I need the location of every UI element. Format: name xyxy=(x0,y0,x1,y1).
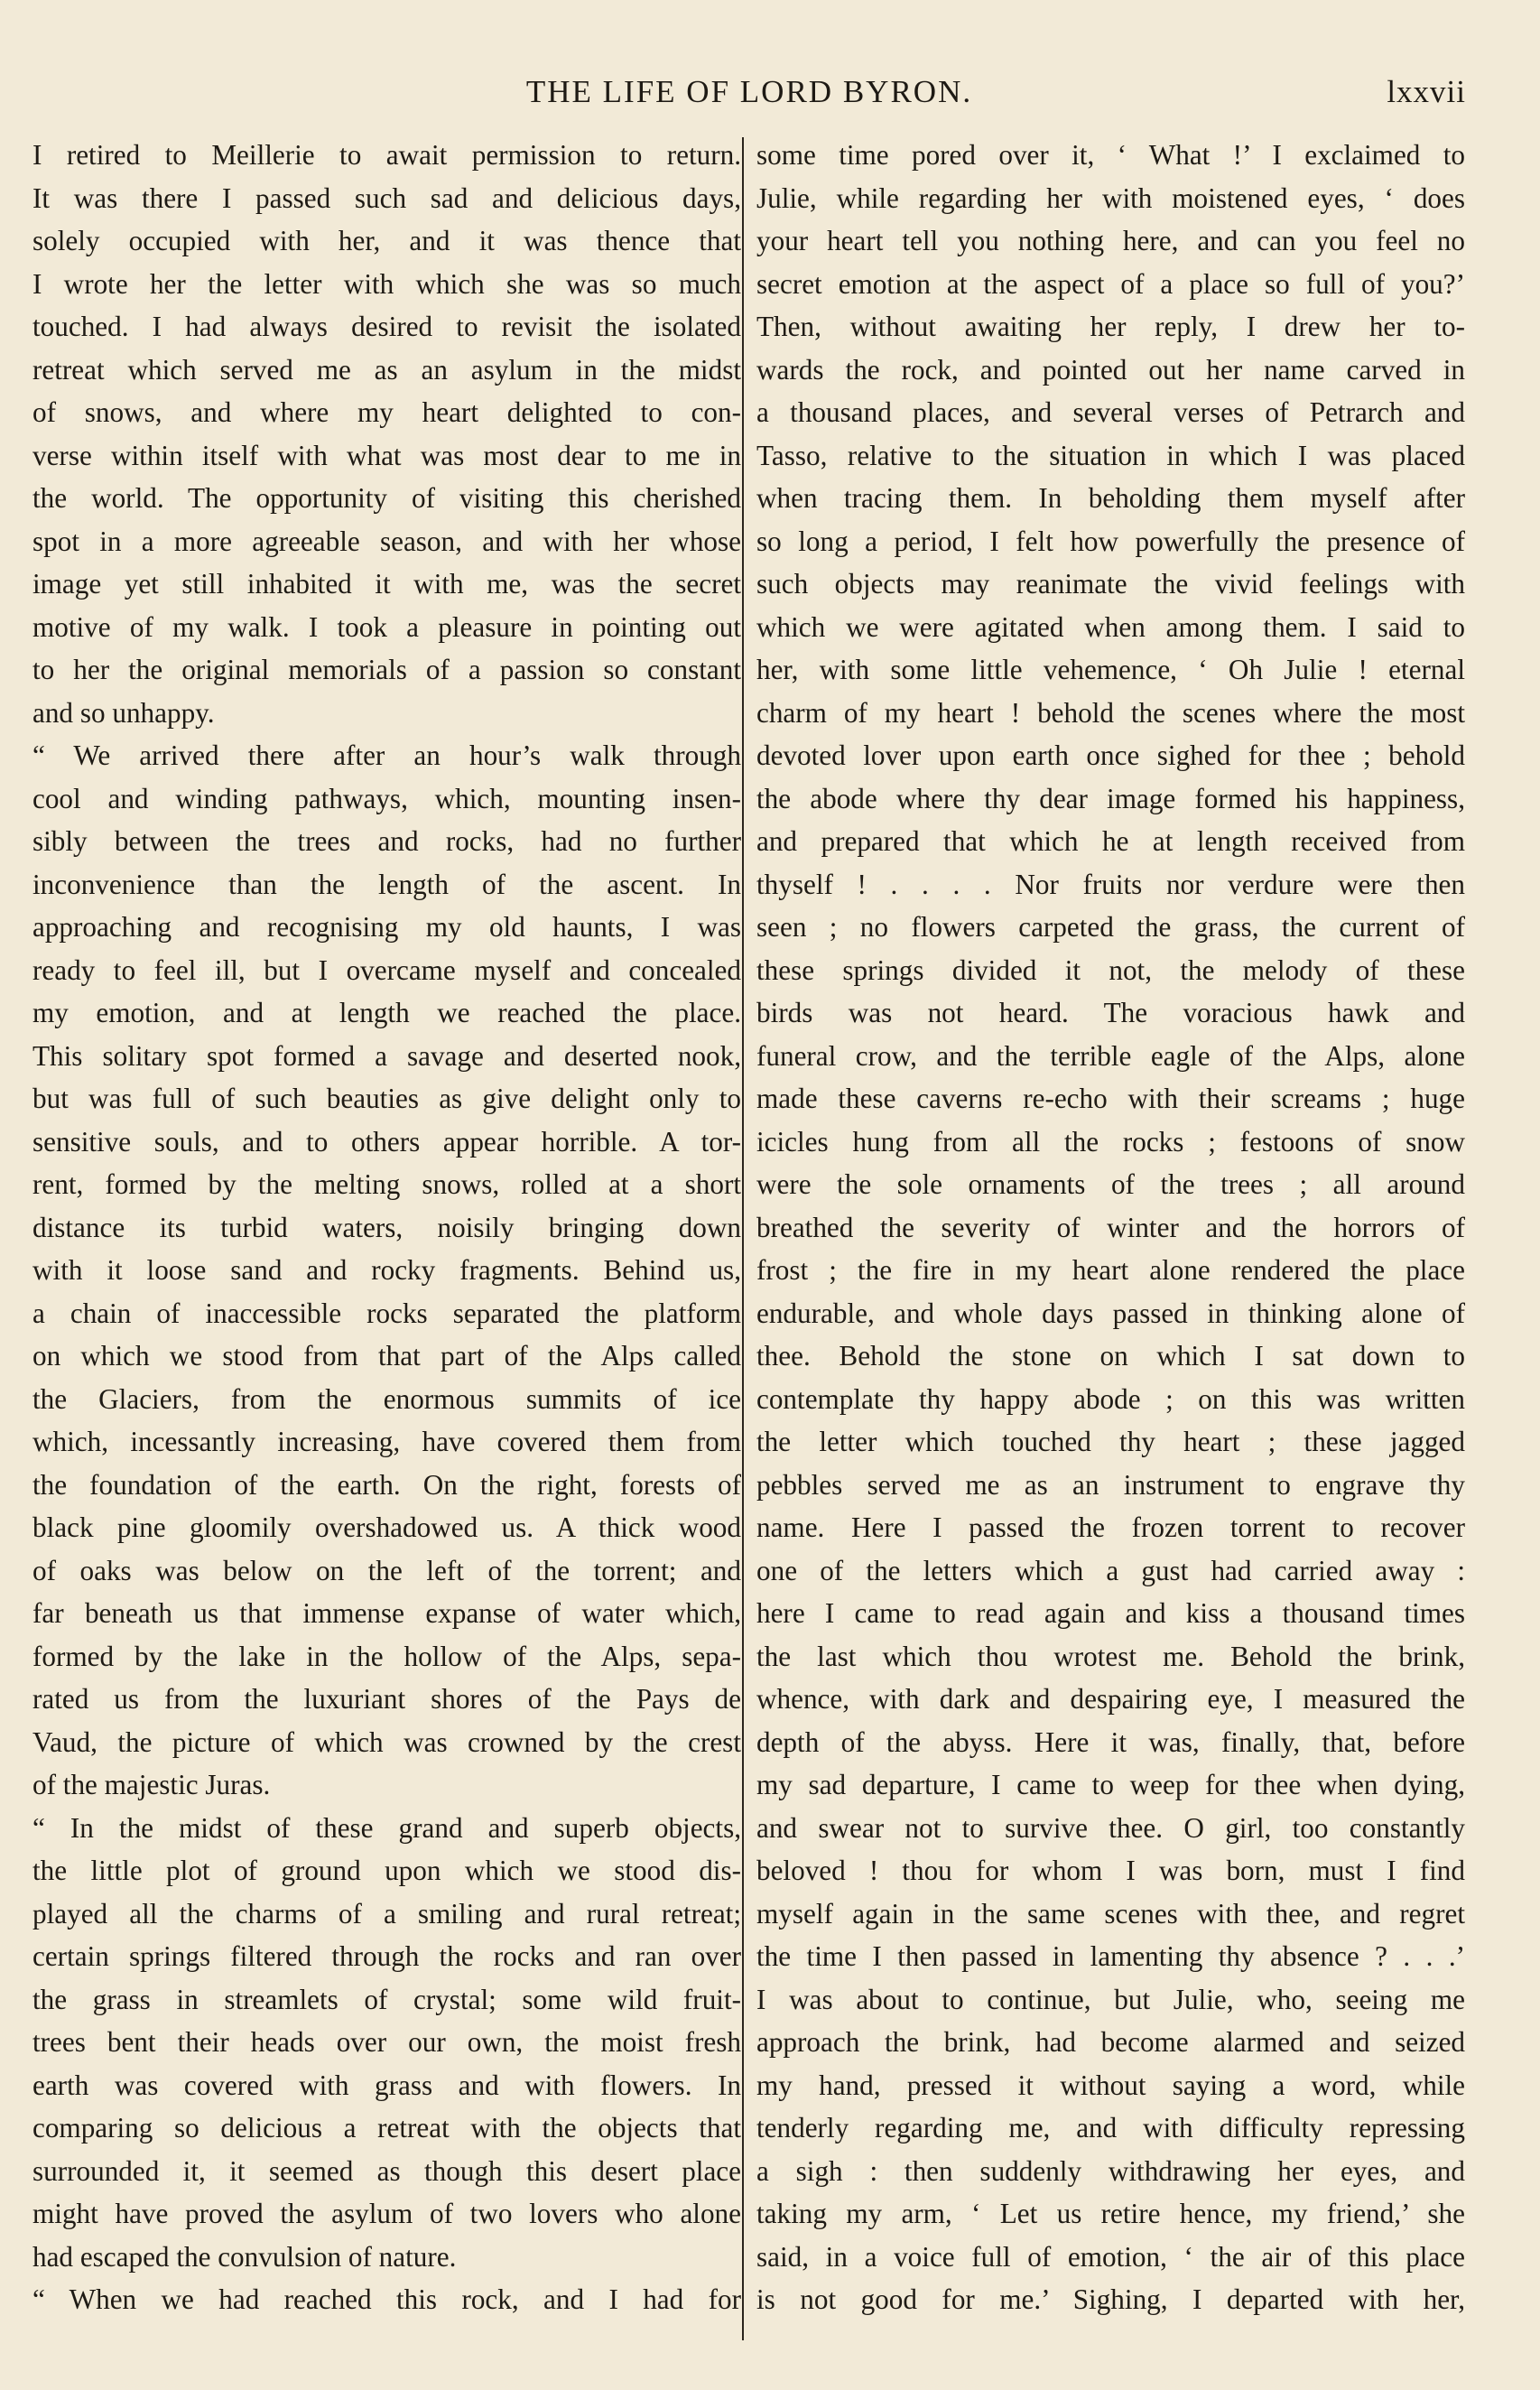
text-line: and prepared that which he at length received from xyxy=(756,825,1465,857)
text-line: name. Here I passed the frozen torrent to recover xyxy=(756,1511,1465,1543)
text-line: beloved ! thou for whom I was born, must I find xyxy=(756,1855,1465,1886)
text-line: depth of the abyss. Here it was, finally, that, before xyxy=(756,1725,1465,1758)
text-line: is not good for me.’ Sighing, I departed with her, xyxy=(756,2283,1465,2315)
text-line: distance its turbid waters, noisily bringing down xyxy=(32,1211,741,1243)
text-line: the Glaciers, from the enormous summits of ice xyxy=(32,1382,741,1415)
text-line: a chain of inaccessible rocks separated the platform xyxy=(32,1297,741,1329)
text-line: certain springs filtered through the rocks and ran over xyxy=(32,1940,741,1972)
text-line: the grass in streamlets of crystal; some wild fruit- xyxy=(32,1983,741,2015)
text-line: This solitary spot formed a savage and deserted nook, xyxy=(32,1039,741,1072)
text-line: retreat which served me as an asylum in the midst xyxy=(32,353,741,386)
text-line: I wrote her the letter with which she was so much xyxy=(32,267,741,300)
text-line: my hand, pressed it without saying a word, while xyxy=(756,2069,1465,2101)
text-line: on which we stood from that part of the Alps called xyxy=(32,1340,741,1372)
text-line: a sigh : then suddenly withdrawing her eyes, and xyxy=(756,2154,1465,2187)
text-line: image yet still inhabited it with me, was the secret xyxy=(32,568,741,600)
text-line: approach the brink, had become alarmed and seized xyxy=(756,2026,1465,2058)
text-line: cool and winding pathways, which, mounting insen- xyxy=(32,782,741,814)
text-line: verse within itself with what was most dear to me in xyxy=(32,439,741,471)
text-line: might have proved the asylum of two lovers who alone xyxy=(32,2198,741,2229)
text-line: tenderly regarding me, and with difficulty repressing xyxy=(756,2112,1465,2144)
text-line: had escaped the convulsion of nature. xyxy=(32,2240,457,2273)
text-line: of oaks was below on the left of the torrent; and xyxy=(32,1554,741,1586)
text-line: and so unhappy. xyxy=(32,696,215,729)
text-line: “ In the midst of these grand and superb objects, xyxy=(32,1811,741,1844)
running-title: THE LIFE OF LORD BYRON. xyxy=(525,74,973,109)
text-line: played all the charms of a smiling and rural retreat; xyxy=(32,1897,741,1930)
text-line: one of the letters which a gust had carried away : xyxy=(756,1554,1465,1586)
text-line: contemplate thy happy abode ; on this was written xyxy=(756,1382,1465,1415)
text-line: taking my arm, ‘ Let us retire hence, my friend,’ she xyxy=(756,2198,1465,2229)
text-line: touched. I had always desired to revisit the isolated xyxy=(32,311,741,342)
page-number: lxxvii xyxy=(1387,74,1466,109)
text-line: ready to feel ill, but I overcame myself and concealed xyxy=(32,953,741,986)
text-line: comparing so delicious a retreat with the objects that xyxy=(32,2112,741,2144)
page-header xyxy=(32,74,1466,119)
text-line: rated us from the luxuriant shores of the Pays de xyxy=(32,1683,741,1715)
text-line: “ We arrived there after an hour’s walk through xyxy=(32,739,741,771)
text-line: with it loose sand and rocky fragments. Behind us, xyxy=(32,1254,741,1286)
text-line: solely occupied with her, and it was thence that xyxy=(32,225,741,256)
text-line: frost ; the fire in my heart alone rendered the place xyxy=(756,1254,1465,1286)
text-line: rent, formed by the melting snows, rolled at a short xyxy=(32,1168,741,1200)
text-line: of snows, and where my heart delighted to con- xyxy=(32,396,741,428)
text-line: icicles hung from all the rocks ; festoons of snow xyxy=(756,1125,1465,1158)
text-line: made these caverns re-echo with their screams ; huge xyxy=(756,1083,1465,1114)
text-line: the abode where thy dear image formed his happiness, xyxy=(756,782,1465,814)
text-line: the last which thou wrotest me. Behold the brink, xyxy=(756,1640,1465,1672)
text-line: so long a period, I felt how powerfully the presence of xyxy=(756,525,1465,557)
text-line: when tracing them. In beholding them myself after xyxy=(756,482,1465,514)
left-text-column xyxy=(32,134,741,2321)
text-line: I was about to continue, but Julie, who, seeing me xyxy=(756,1983,1465,2015)
text-line: which we were agitated when among them. I said to xyxy=(756,610,1465,643)
column-divider xyxy=(742,137,744,2340)
text-line: trees bent their heads over our own, the moist fresh xyxy=(32,2026,741,2058)
text-line: her, with some little vehemence, ‘ Oh Julie ! eternal xyxy=(756,654,1465,685)
text-line: endurable, and whole days passed in thinking alone of xyxy=(756,1297,1465,1329)
text-line: earth was covered with grass and with flowers. In xyxy=(32,2069,741,2101)
text-line: some time pored over it, ‘ What !’ I exclaimed to xyxy=(756,139,1465,171)
text-line: a thousand places, and several verses of Petrarch and xyxy=(756,396,1465,428)
text-line: wards the rock, and pointed out her name carved in xyxy=(756,353,1465,386)
text-line: such objects may reanimate the vivid feelings with xyxy=(756,568,1465,600)
text-line: these springs divided it not, the melody of these xyxy=(756,953,1465,986)
text-line: which, incessantly increasing, have covered them from xyxy=(32,1426,741,1457)
text-line: Julie, while regarding her with moistened eyes, ‘ does xyxy=(756,181,1465,214)
text-line: devoted lover upon earth once sighed for thee ; behold xyxy=(756,739,1465,771)
text-line: thee. Behold the stone on which I sat down to xyxy=(756,1340,1465,1372)
text-line: whence, with dark and despairing eye, I measured the xyxy=(756,1683,1465,1715)
text-line: thyself ! . . . . Nor fruits nor verdure were then xyxy=(756,868,1465,900)
text-line: the little plot of ground upon which we stood dis- xyxy=(32,1855,741,1886)
text-line: your heart tell you nothing here, and can you feel no xyxy=(756,225,1465,256)
text-line: “ When we had reached this rock, and I had for xyxy=(32,2283,741,2315)
text-line: secret emotion at the aspect of a place so full of you?’ xyxy=(756,267,1465,300)
right-text-column xyxy=(756,134,1465,2321)
text-line: were the sole ornaments of the trees ; all around xyxy=(756,1168,1465,1200)
text-line: It was there I passed such sad and delicious days, xyxy=(32,181,741,214)
text-line: Then, without awaiting her reply, I drew her to- xyxy=(756,311,1465,342)
text-line: pebbles served me as an instrument to engrave thy xyxy=(756,1468,1465,1501)
text-line: said, in a voice full of emotion, ‘ the air of this place xyxy=(756,2240,1465,2273)
text-line: inconvenience than the length of the ascent. In xyxy=(32,868,741,900)
text-line: my emotion, and at length we reached the place. xyxy=(32,997,741,1028)
text-line: the foundation of the earth. On the right, forests of xyxy=(32,1468,741,1501)
text-line: birds was not heard. The voracious hawk and xyxy=(756,997,1465,1028)
text-line: my sad departure, I came to weep for thee when dying, xyxy=(756,1769,1465,1800)
text-line: surrounded it, it seemed as though this desert place xyxy=(32,2154,741,2187)
text-line: motive of my walk. I took a pleasure in pointing out xyxy=(32,610,741,643)
text-line: myself again in the same scenes with thee, and regret xyxy=(756,1897,1465,1930)
text-line: and swear not to survive thee. O girl, too constantly xyxy=(756,1811,1465,1844)
text-line: to her the original memorials of a passion so constant xyxy=(32,654,741,685)
text-line: formed by the lake in the hollow of the Alps, sepa- xyxy=(32,1640,741,1672)
text-line: Vaud, the picture of which was crowned by the crest xyxy=(32,1725,741,1758)
text-line: the letter which touched thy heart ; these jagged xyxy=(756,1426,1465,1457)
text-line: here I came to read again and kiss a thousand times xyxy=(756,1597,1465,1629)
text-line: I retired to Meillerie to await permission to return. xyxy=(32,139,741,171)
text-line: spot in a more agreeable season, and with her whose xyxy=(32,525,741,557)
text-line: of the majestic Juras. xyxy=(32,1769,271,1800)
text-line: approaching and recognising my old haunts, I was xyxy=(32,911,741,943)
text-line: but was full of such beauties as give delight only to xyxy=(32,1083,741,1114)
text-line: charm of my heart ! behold the scenes where the most xyxy=(756,696,1465,729)
text-line: the time I then passed in lamenting thy absence ? . . .’ xyxy=(756,1940,1465,1972)
text-line: sensitive souls, and to others appear horrible. A tor- xyxy=(32,1125,741,1158)
text-line: seen ; no flowers carpeted the grass, the current of xyxy=(756,911,1465,943)
text-line: far beneath us that immense expanse of water which, xyxy=(32,1597,741,1629)
text-line: sibly between the trees and rocks, had no further xyxy=(32,825,741,857)
text-line: breathed the severity of winter and the horrors of xyxy=(756,1211,1465,1243)
text-line: the world. The opportunity of visiting this cherished xyxy=(32,482,741,514)
text-line: Tasso, relative to the situation in which I was placed xyxy=(756,439,1465,471)
text-line: black pine gloomily overshadowed us. A thick wood xyxy=(32,1511,741,1543)
text-line: funeral crow, and the terrible eagle of the Alps, alone xyxy=(756,1039,1465,1072)
